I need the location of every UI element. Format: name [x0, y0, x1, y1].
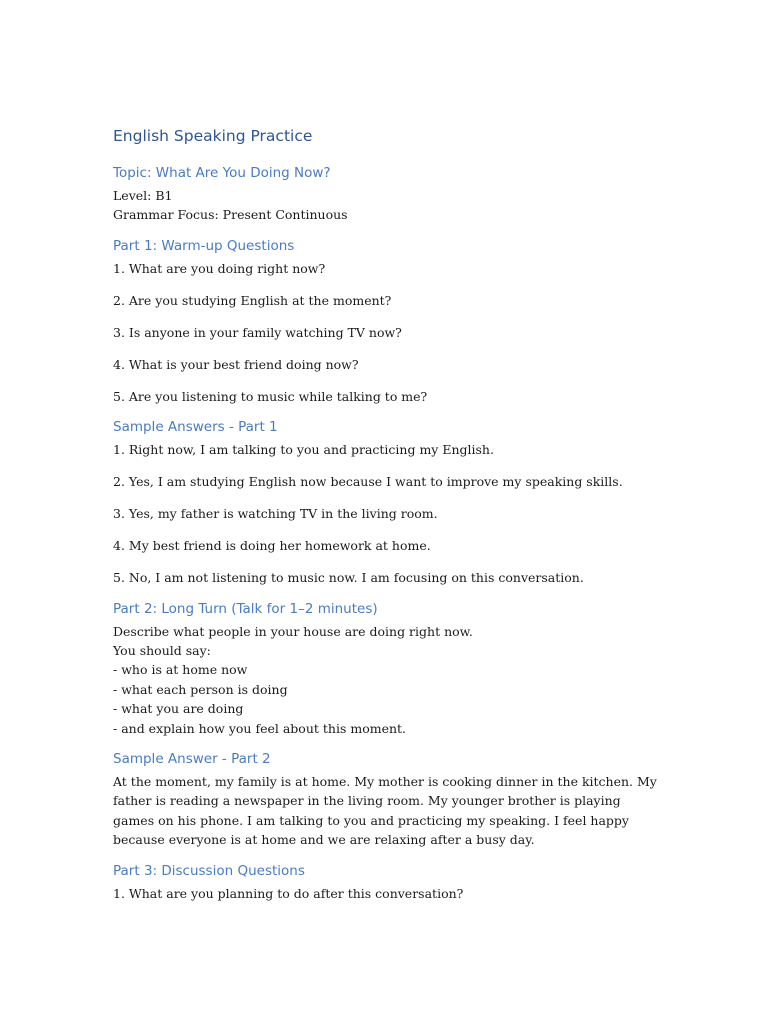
- topic-heading: Topic: What Are You Doing Now?: [113, 165, 331, 181]
- part1-heading: Part 1: Warm-up Questions: [113, 237, 295, 254]
- document-page: [113, 122, 658, 903]
- sample2-answer-paragraph: At the moment, my family is at home. My mother is cooking dinner in the kitchen. My father is reading a newspaper in the living room. My younger brother is playing games on his phone. I am talking to you and practicing my speaking. I feel happy because everyone is at home and we are relaxing after a busy day.: [113, 774, 657, 848]
- list-item: 4. What is your best friend doing now?: [113, 356, 359, 372]
- part2-points-list: [113, 660, 658, 738]
- list-item: 4. My best friend is doing her homework at home.: [113, 538, 431, 554]
- part1-question-list: [113, 259, 658, 406]
- list-item: 1. Right now, I am talking to you and practicing my English.: [113, 442, 494, 458]
- sample1-heading: Sample Answers - Part 1: [113, 419, 278, 436]
- list-item: 1. What are you planning to do after this conversation?: [113, 885, 464, 901]
- list-item: 2. Are you studying English at the moment?: [113, 292, 392, 308]
- part2-should-say: You should say:: [113, 643, 211, 659]
- list-item: - what each person is doing: [113, 681, 288, 697]
- sample1-answer-list: [113, 440, 658, 587]
- list-item: 5. Are you listening to music while talking to me?: [113, 388, 428, 404]
- sample2-heading: Sample Answer - Part 2: [113, 751, 271, 768]
- part2-prompt: Describe what people in your house are doing right now.: [113, 623, 473, 639]
- part2-heading: Part 2: Long Turn (Talk for 1–2 minutes): [113, 600, 378, 617]
- list-item: - who is at home now: [113, 662, 248, 678]
- list-item: 3. Yes, my father is watching TV in the living room.: [113, 506, 438, 522]
- list-item: 1. What are you doing right now?: [113, 260, 326, 276]
- part3-question-list: [113, 884, 658, 903]
- document-title: English Speaking Practice: [113, 127, 313, 145]
- list-item: - what you are doing: [113, 701, 244, 717]
- list-item: 2. Yes, I am studying English now because I want to improve my speaking skills.: [113, 474, 623, 490]
- list-item: - and explain how you feel about this moment.: [113, 720, 407, 736]
- grammar-focus-text: Grammar Focus: Present Continuous: [113, 207, 348, 223]
- list-item: 3. Is anyone in your family watching TV now?: [113, 324, 402, 340]
- level-text: Level: B1: [113, 188, 173, 203]
- list-item: 5. No, I am not listening to music now. I am focusing on this conversation.: [113, 570, 584, 586]
- part3-heading: Part 3: Discussion Questions: [113, 862, 305, 879]
